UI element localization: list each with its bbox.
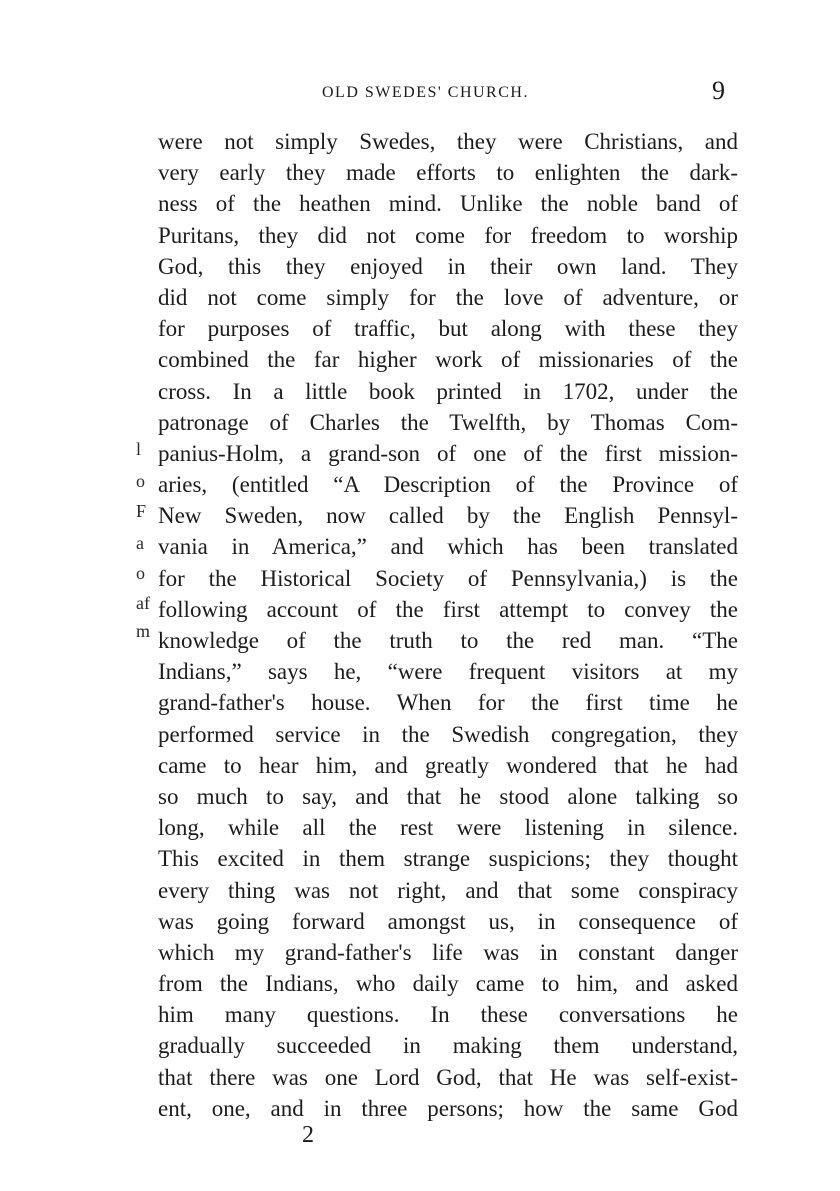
page-number: 9: [712, 76, 725, 105]
margin-fragment: l: [136, 439, 142, 459]
text-line: cross. In a little book printed in 1702, under the: [158, 378, 738, 404]
text-line: New Sweden, now called by the English Pennsyl-: [158, 503, 738, 529]
text-line: performed service in the Swedish congregation, they: [158, 721, 738, 747]
text-line: from the Indians, who daily came to him, and asked: [158, 971, 738, 997]
text-line: grand-father's house. When for the first time he: [158, 690, 738, 716]
text-line: patronage of Charles the Twelfth, by Thomas Com-: [158, 409, 738, 435]
text-line: that there was one Lord God, that He was self-exist-: [158, 1064, 738, 1090]
text-line: knowledge of the truth to the red man. “The: [158, 628, 738, 653]
text-line: very early they made efforts to enlighten the dark-: [158, 160, 738, 186]
signature-mark: 2: [302, 1122, 314, 1148]
text-line: Puritans, they did not come for freedom to worship: [158, 222, 738, 248]
text-line: so much to say, and that he stood alone talking so: [158, 783, 738, 809]
text-line: ness of the heathen mind. Unlike the noble band of: [158, 191, 738, 217]
text-line: did not come simply for the love of adventure, or: [158, 284, 738, 310]
text-line: panius-Holm, a grand-son of one of the first mission-: [158, 440, 738, 466]
text-line: gradually succeeded in making them understand,: [158, 1033, 738, 1059]
text-line: aries, (entitled “A Description of the Province of: [158, 472, 738, 498]
margin-fragment: a: [136, 533, 144, 553]
text-line: Indians,” says he, “were frequent visitors at my: [158, 659, 738, 685]
text-line: following account of the first attempt to convey the: [158, 596, 738, 622]
text-line: This excited in them strange suspicions; they thought: [158, 846, 738, 872]
margin-fragment: o: [136, 563, 145, 583]
text-line: for the Historical Society of Pennsylvania,) is the: [158, 565, 738, 591]
margin-fragment: o: [136, 471, 145, 491]
text-line: combined the far higher work of missionaries of the: [158, 347, 738, 373]
text-line: God, this they enjoyed in their own land. They: [158, 253, 738, 279]
text-line: long, while all the rest were listening in silence.: [158, 815, 738, 841]
margin-fragment: F: [136, 501, 147, 521]
margin-fragment: af: [136, 593, 150, 613]
text-line: him many questions. In these conversations he: [158, 1002, 738, 1028]
text-line: for purposes of traffic, but along with these they: [158, 316, 738, 342]
text-line: which my grand-father's life was in constant danger: [158, 939, 738, 965]
text-line: came to hear him, and greatly wondered that he had: [158, 752, 738, 778]
text-line: were not simply Swedes, they were Christians, and: [158, 129, 738, 154]
text-line: vania in America,” and which has been translated: [158, 534, 738, 560]
text-line: ent, one, and in three persons; how the same God: [158, 1095, 738, 1121]
margin-fragment: m: [136, 621, 151, 641]
text-line: was going forward amongst us, in consequence of: [158, 908, 738, 934]
body-text: [158, 126, 738, 1124]
running-title: OLD SWEDES' CHURCH.: [322, 84, 529, 101]
text-line: every thing was not right, and that some conspiracy: [158, 877, 738, 903]
